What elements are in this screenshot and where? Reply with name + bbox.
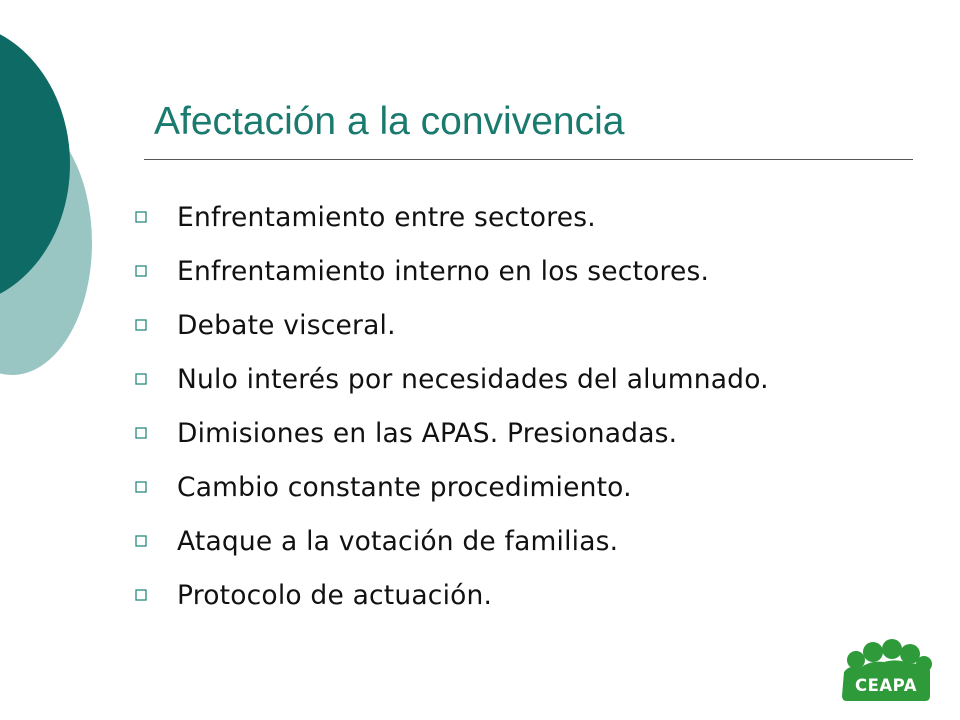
bullet-text: Protocolo de actuación. — [177, 579, 493, 611]
logo-text: CEAPA — [855, 676, 917, 695]
slide-title: Afectación a la convivencia — [154, 100, 625, 143]
list-item — [128, 406, 769, 460]
hollow-square-icon — [132, 586, 150, 604]
bullet-text: Debate visceral. — [177, 309, 396, 341]
ceapa-logo — [840, 638, 932, 702]
list-item — [128, 460, 769, 514]
bullet-text: Enfrentamiento interno en los sectores. — [177, 255, 710, 287]
hollow-square-icon — [132, 316, 150, 334]
bullet-text: Enfrentamiento entre sectores. — [177, 201, 596, 233]
list-item — [128, 298, 769, 352]
list-item — [128, 190, 769, 244]
hollow-square-icon — [132, 208, 150, 226]
bullet-text: Nulo interés por necesidades del alumnado. — [177, 363, 769, 395]
bullet-text: Dimisiones en las APAS. Presionadas. — [177, 417, 678, 449]
list-item — [128, 352, 769, 406]
hollow-square-icon — [132, 370, 150, 388]
decorative-circles — [0, 0, 120, 400]
list-item — [128, 244, 769, 298]
hollow-square-icon — [132, 478, 150, 496]
list-item — [128, 568, 769, 622]
hollow-square-icon — [132, 532, 150, 550]
bullet-text: Cambio constante procedimiento. — [177, 471, 632, 503]
bullet-list — [128, 190, 769, 622]
list-item — [128, 514, 769, 568]
title-divider — [144, 159, 913, 160]
hollow-square-icon — [132, 424, 150, 442]
bullet-text: Ataque a la votación de familias. — [177, 525, 619, 557]
hollow-square-icon — [132, 262, 150, 280]
